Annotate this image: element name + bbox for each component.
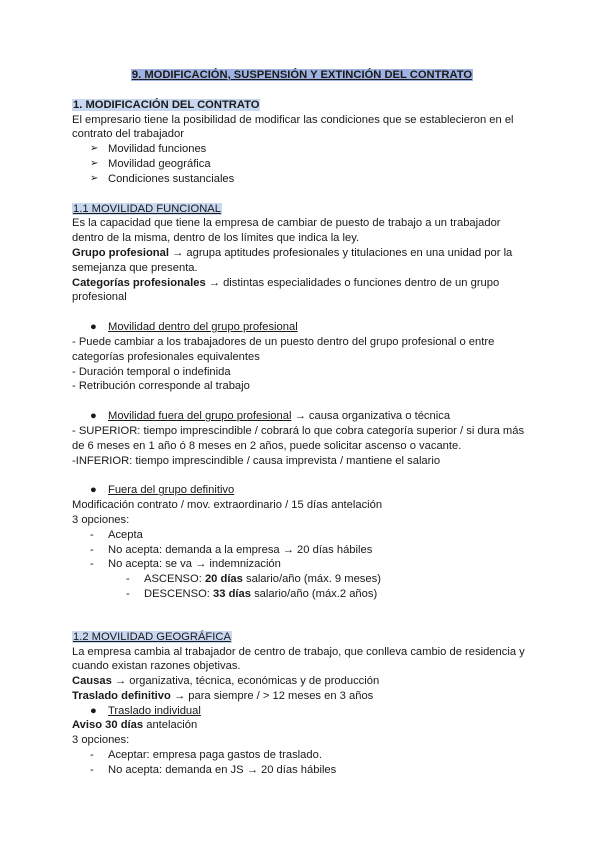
bullet-icon: ● [90, 484, 97, 497]
fuera-line-inferior: -INFERIOR: tiempo imprescindible / causa imprevista / mantiene el salario [72, 454, 441, 467]
option-item: - No acepta: se va → indemnización [90, 558, 281, 571]
section1-list [72, 142, 532, 186]
dentro-line: - Duración temporal o indefinida [72, 365, 231, 378]
dentro-line: - Puede cambiar a los trabajadores de un puesto dentro del grupo profesional o entre categorías profesionales equivalentes [72, 335, 495, 363]
option-item: - Acepta [90, 528, 143, 541]
document-page [72, 68, 532, 778]
section11-intro: Es la capacidad que tiene la empresa de cambiar de puesto de trabajo a un trabajador dentro de la misma, dentro de los límites que indica la ley. [72, 217, 501, 245]
section12-heading: 1.2 MOVILIDAD GEOGRÁFICA [73, 630, 231, 643]
bullet-fuera-grupo: ● Movilidad fuera del grupo profesional → causa organizativa o técnica [90, 410, 451, 423]
list-item: ➢ Movilidad geográfica [90, 157, 532, 172]
traslado-individual-heading: Traslado individual [108, 704, 201, 717]
ascenso-item: - ASCENSO: 20 días salario/año (máx. 9 meses) [126, 573, 381, 586]
list-item: ➢ Movilidad funciones [90, 142, 532, 157]
fuera-definitivo-heading: Fuera del grupo definitivo [108, 484, 235, 497]
option-item: - Aceptar: empresa paga gastos de traslado. [90, 749, 322, 762]
grupo-profesional-definition: Grupo profesional → agrupa aptitudes profesionales y titulaciones en una unidad por la semejanza que presenta. [72, 246, 513, 274]
section12-intro: La empresa cambia al trabajador de centro de trabajo, que conlleva cambio de residencia y cuando existan razones objetivas. [72, 645, 525, 673]
bullet-icon: ● [90, 410, 97, 423]
traslado-line: Traslado definitivo → para siempre / > 12 meses en 3 años [72, 689, 374, 702]
list-item: ➢ Condiciones sustanciales [90, 172, 532, 187]
definitivo-line: Modificación contrato / mov. extraordinario / 15 días antelación [72, 499, 383, 512]
fuera-line-superior: - SUPERIOR: tiempo imprescindible / cobrará lo que cobra categoría superior / si dura más de 6 meses en 1 año ó 8 meses en 2 años, puede solicitar ascenso o vacante. [72, 424, 525, 452]
individual-opciones: 3 opciones: [72, 734, 130, 747]
bullet-fuera-definitivo [72, 483, 532, 498]
bullet-traslado-individual [72, 704, 532, 719]
option-item: - No acepta: demanda en JS → 20 días hábiles [90, 763, 337, 776]
section1-heading: 1. MODIFICACIÓN DEL CONTRATO [73, 98, 260, 111]
section1-intro: El empresario tiene la posibilidad de modificar las condiciones que se establecieron en el contrato del trabajador [72, 113, 514, 141]
causas-line: Causas → organizativa, técnica, económicas y de producción [72, 675, 380, 688]
section11-heading: 1.1 MOVILIDAD FUNCIONAL [73, 202, 221, 215]
definitivo-opciones: 3 opciones: [72, 513, 130, 526]
dentro-line: - Retribución corresponde al trabajo [72, 380, 250, 393]
fuera-grupo-heading: Movilidad fuera del grupo profesional [108, 410, 292, 423]
document-title: 9. MODIFICACIÓN, SUSPENSIÓN Y EXTINCIÓN DEL CONTRATO [131, 69, 473, 81]
categorias-profesionales-definition: Categorías profesionales → distintas especialidades o funciones dentro de un grupo profesional [72, 276, 500, 304]
bullet-icon: ● [90, 704, 97, 717]
aviso-line: Aviso 30 días antelación [72, 719, 198, 732]
document-title-row [72, 68, 532, 83]
descenso-item: - DESCENSO: 33 días salario/año (máx.2 años) [126, 587, 378, 600]
option-item: - No acepta: demanda a la empresa → 20 días hábiles [90, 543, 373, 556]
dentro-grupo-heading: Movilidad dentro del grupo profesional [108, 321, 298, 334]
bullet-dentro-grupo [72, 320, 532, 335]
bullet-icon: ● [90, 321, 97, 334]
